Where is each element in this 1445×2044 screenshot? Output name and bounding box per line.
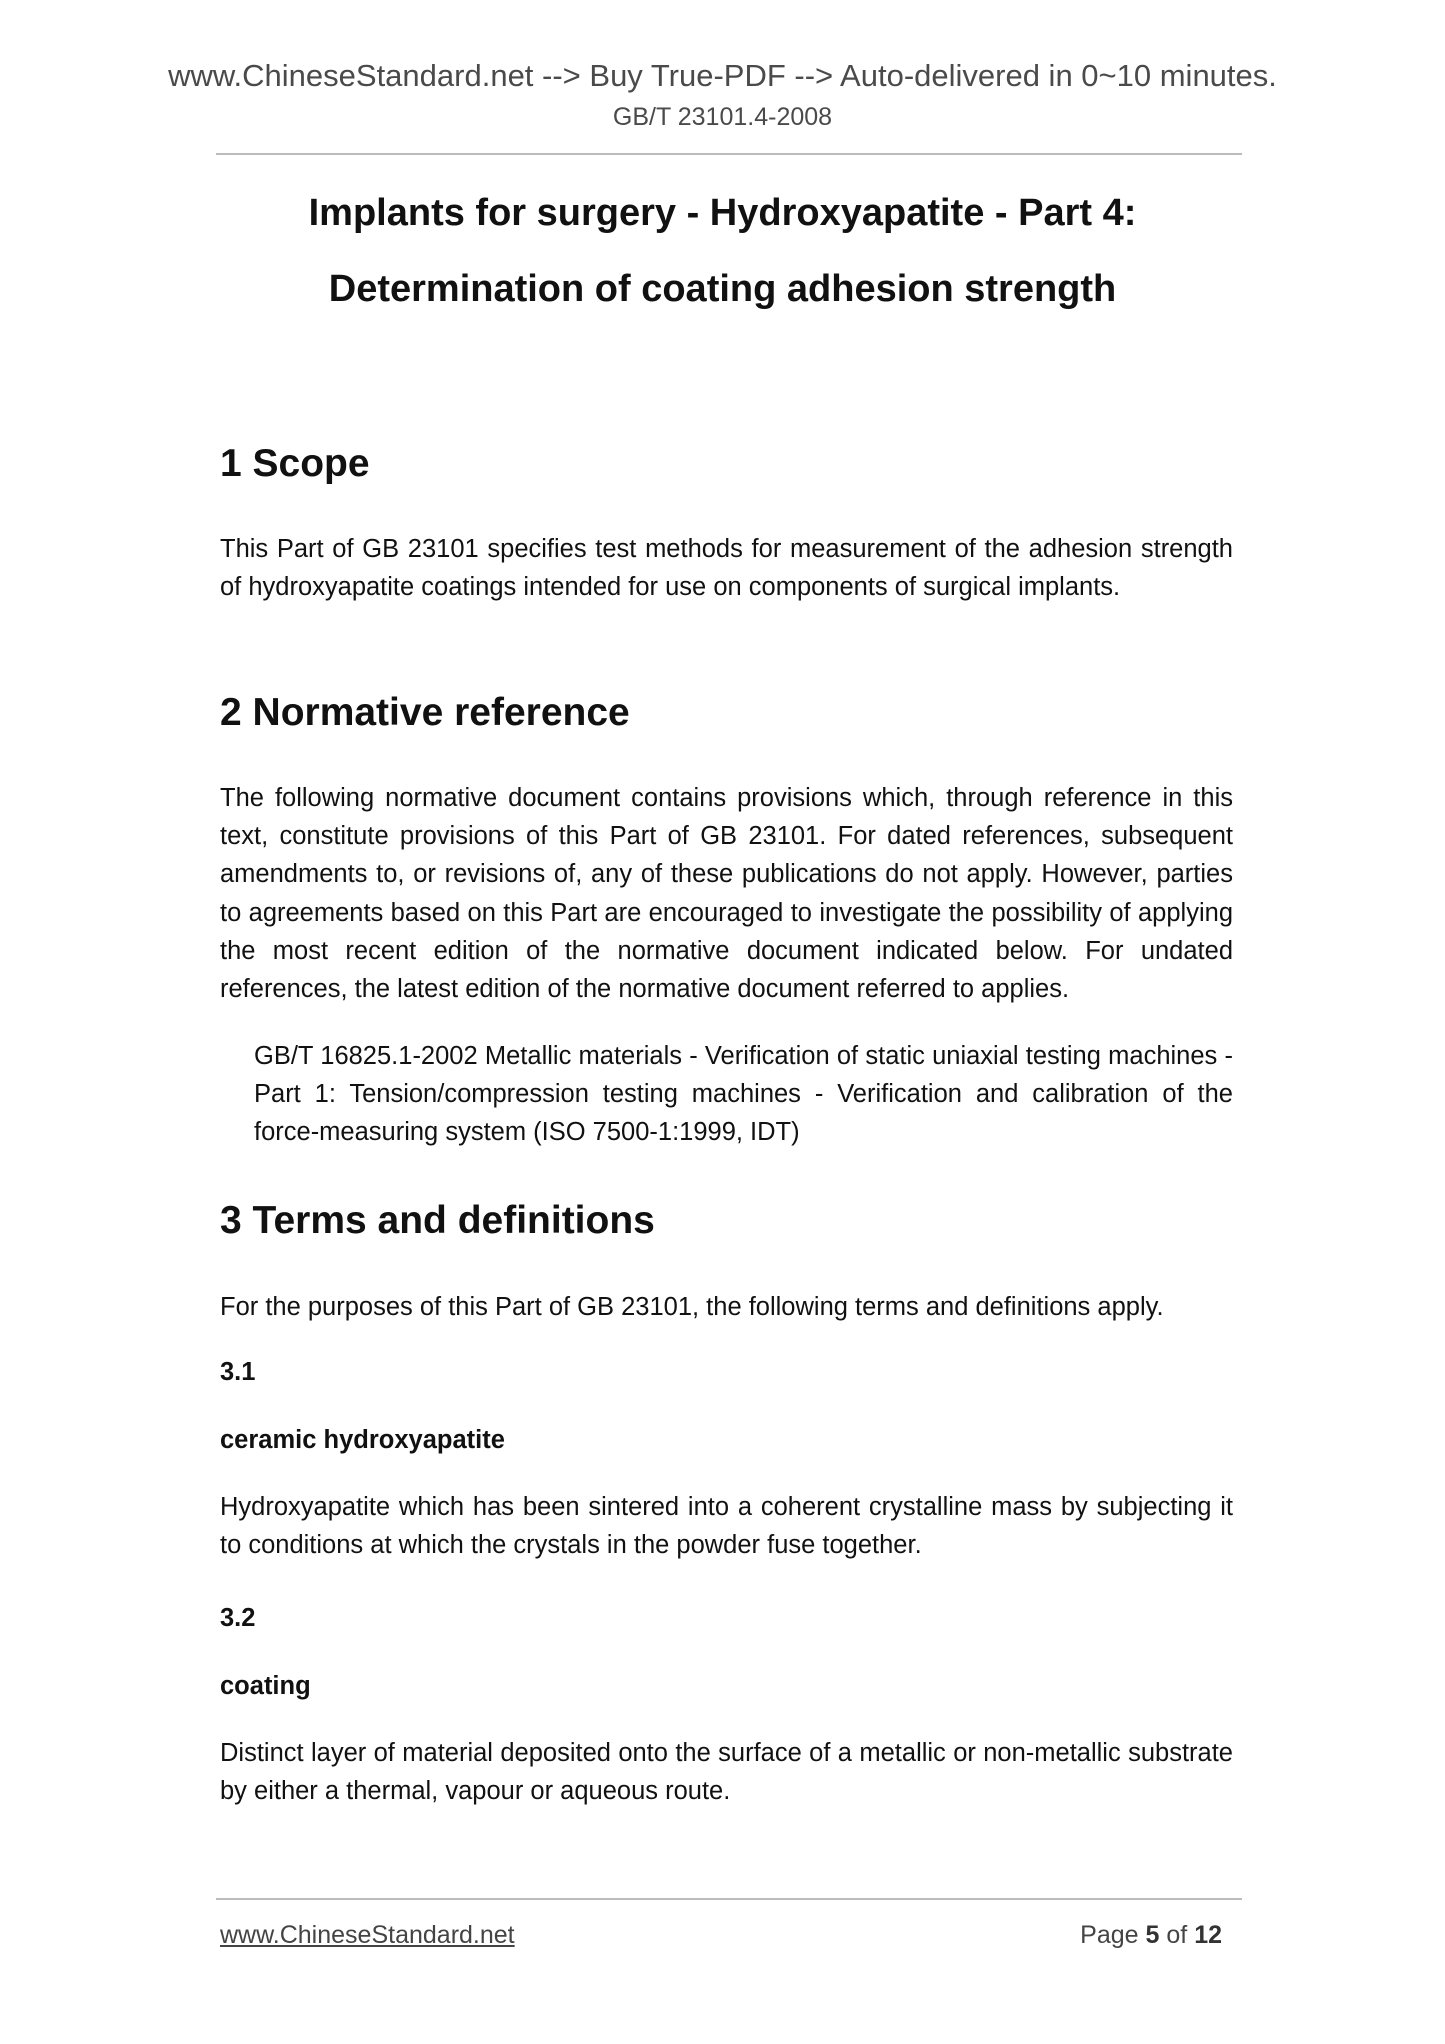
page-indicator xyxy=(1080,1918,1222,1952)
term-number: 3.1 xyxy=(220,1358,256,1386)
normative-paragraph: The following normative document contains provisions which, through reference in this text, constitute provisions of this Part of GB 23101. For dated references, subsequent amendments to, or revisions of, any of these publications do not apply. However, parties to agreements based on this Part are encouraged to investigate the possibility of applying the most recent edition of the normative document indicated below. For undated references, the latest edition of the normative document referred to applies. xyxy=(220,784,1233,1004)
page-label: Page xyxy=(1080,1921,1139,1949)
term-definition: Hydroxyapatite which has been sintered into a coherent crystalline mass by subjecting it to conditions at which the crystals in the powder fuse together. xyxy=(220,1493,1233,1560)
footer-site-link[interactable]: www.ChineseStandard.net xyxy=(220,1921,515,1949)
page-current: 5 xyxy=(1145,1921,1160,1949)
normative-reference-item: GB/T 16825.1-2002 Metallic materials - Verification of static uniaxial testing machines - Part 1: Tension/compression testing machines - Verification and calibration of the force-measuring system (ISO 7500-1:1999, IDT) xyxy=(254,1042,1233,1147)
page-header xyxy=(0,56,1445,136)
section-heading-scope: 1 Scope xyxy=(220,442,370,485)
term-number: 3.2 xyxy=(220,1604,256,1632)
header-banner: www.ChineseStandard.net --> Buy True-PDF --> Auto-delivered in 0~10 minutes. xyxy=(168,58,1277,93)
standard-code: GB/T 23101.4-2008 xyxy=(612,103,833,131)
page-footer xyxy=(220,1918,1222,1952)
term-definition: Distinct layer of material deposited onto the surface of a metallic or non-metallic substrate by either a thermal, vapour or aqueous route. xyxy=(220,1739,1233,1806)
document-title-line-1: Implants for surgery - Hydroxyapatite - Part 4: xyxy=(308,192,1137,234)
term-name: coating xyxy=(220,1672,311,1700)
document-title-line-2: Determination of coating adhesion strength xyxy=(328,268,1117,310)
section-heading-terms: 3 Terms and definitions xyxy=(220,1199,655,1242)
scope-paragraph: This Part of GB 23101 specifies test methods for measurement of the adhesion strength of hydroxyapatite coatings intended for use on components of surgical implants. xyxy=(220,535,1233,602)
page-of: of xyxy=(1166,1921,1188,1949)
section-heading-normative-reference: 2 Normative reference xyxy=(220,691,630,734)
term-name: ceramic hydroxyapatite xyxy=(220,1426,505,1454)
page-total: 12 xyxy=(1194,1921,1222,1949)
header-divider xyxy=(216,153,1242,155)
terms-intro: For the purposes of this Part of GB 23101, the following terms and definitions apply. xyxy=(220,1293,1164,1321)
footer-divider xyxy=(216,1898,1242,1900)
